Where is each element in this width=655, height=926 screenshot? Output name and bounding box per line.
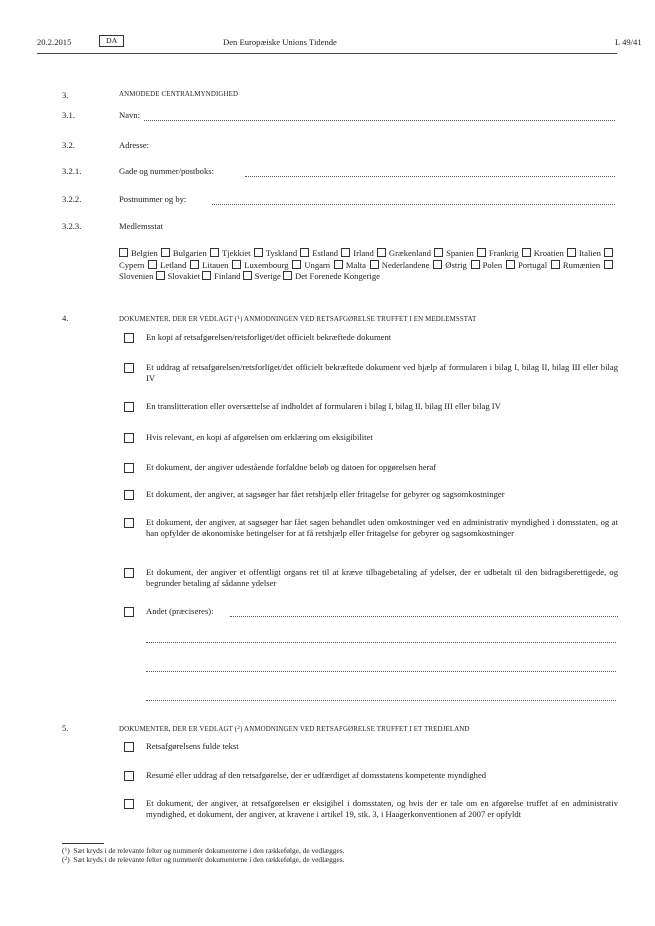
checkbox[interactable] bbox=[119, 248, 128, 257]
other-input-line[interactable] bbox=[146, 662, 616, 672]
checkbox[interactable] bbox=[243, 271, 252, 280]
member-state-option bbox=[341, 248, 374, 258]
member-state-option bbox=[506, 260, 547, 270]
member-state-label: Sverige bbox=[254, 271, 281, 281]
other-input-line[interactable] bbox=[146, 633, 616, 643]
checkbox[interactable] bbox=[433, 260, 442, 269]
checkbox[interactable] bbox=[232, 260, 241, 269]
title-text: DOKUMENTER, DER ER VEDLAGT ( bbox=[119, 316, 238, 323]
member-state-option bbox=[434, 248, 474, 258]
checkbox[interactable] bbox=[124, 363, 134, 373]
field-label: Adresse: bbox=[119, 140, 150, 150]
section-number: 3. bbox=[62, 90, 69, 100]
checkbox[interactable] bbox=[124, 607, 134, 617]
member-state-label: Irland bbox=[353, 248, 374, 258]
checkbox[interactable] bbox=[434, 248, 443, 257]
member-state-label: Tyskland bbox=[265, 248, 298, 258]
member-state-option bbox=[300, 248, 338, 258]
member-state-option bbox=[567, 248, 601, 258]
member-state-label: Estland bbox=[312, 248, 339, 258]
member-state-option bbox=[522, 248, 564, 258]
language-badge: DA bbox=[99, 35, 124, 47]
title-text: DOKUMENTER, DER ER VEDLAGT ( bbox=[119, 726, 238, 733]
member-state-label: Cypern bbox=[119, 259, 145, 270]
journal-title: Den Europæiske Unions Tidende bbox=[223, 37, 337, 47]
footnote: ($^2$) Sæt kryds i de relevante felter og nummerér dokumenterne i den rækkefølge, de vedlægges. bbox=[62, 855, 345, 864]
checkbox[interactable] bbox=[370, 260, 379, 269]
member-state-label: Slovakiet bbox=[167, 271, 200, 281]
section-number: 4. bbox=[62, 313, 69, 323]
checkbox[interactable] bbox=[604, 248, 613, 257]
checkbox[interactable] bbox=[124, 568, 134, 578]
postnummer-input-line[interactable] bbox=[212, 194, 615, 205]
member-state-label: Østrig bbox=[445, 259, 467, 270]
field-number: 3.1. bbox=[62, 110, 75, 120]
checkbox[interactable] bbox=[292, 260, 301, 269]
member-state-option bbox=[377, 248, 431, 258]
checkbox[interactable] bbox=[202, 271, 211, 280]
page-reference: L 49/41 bbox=[615, 37, 642, 47]
checkbox[interactable] bbox=[148, 260, 157, 269]
checkbox[interactable] bbox=[124, 463, 134, 473]
section-title: ANMODEDE CENTRALMYNDIGHED bbox=[119, 91, 239, 98]
member-state-option bbox=[292, 260, 330, 270]
footnote-text: Sæt kryds i de relevante felter og nummerér dokumenterne i den rækkefølge, de vedlægges. bbox=[73, 855, 345, 864]
member-state-option bbox=[148, 260, 186, 270]
other-input-line[interactable] bbox=[230, 606, 618, 617]
footnote-divider bbox=[62, 843, 104, 844]
member-state-option bbox=[232, 260, 288, 270]
footnote-ref[interactable]: 1 bbox=[237, 315, 241, 321]
checkbox[interactable] bbox=[190, 260, 199, 269]
publication-date: 20.2.2015 bbox=[37, 37, 72, 47]
member-state-label: Spanien bbox=[446, 248, 474, 258]
field-number: 3.2.2. bbox=[62, 194, 82, 204]
other-input-line[interactable] bbox=[146, 691, 616, 701]
checkbox[interactable] bbox=[604, 260, 613, 269]
field-label: Gade og nummer/postboks: bbox=[119, 166, 214, 176]
checkbox[interactable] bbox=[477, 248, 486, 257]
checkbox[interactable] bbox=[124, 333, 134, 343]
member-state-option bbox=[156, 271, 200, 281]
checkbox[interactable] bbox=[551, 260, 560, 269]
member-state-label: Litauen bbox=[202, 259, 229, 270]
checkbox[interactable] bbox=[522, 248, 531, 257]
member-state-label: Det Forenede Kongerige bbox=[295, 271, 380, 281]
option-label: En kopi af retsafgørelsen/retsforliget/det officielt bekræftede dokument bbox=[146, 332, 392, 342]
header-divider bbox=[37, 53, 617, 54]
checkbox[interactable] bbox=[506, 260, 515, 269]
section-title bbox=[119, 723, 470, 736]
member-state-option bbox=[433, 260, 466, 270]
checkbox[interactable] bbox=[471, 260, 480, 269]
field-label: Navn: bbox=[119, 110, 141, 120]
field-label: Postnummer og by: bbox=[119, 194, 187, 204]
checkbox[interactable] bbox=[124, 518, 134, 528]
checkbox[interactable] bbox=[124, 490, 134, 500]
footnote-ref[interactable]: 2 bbox=[237, 725, 241, 731]
member-state-option bbox=[243, 271, 281, 281]
checkbox[interactable] bbox=[124, 433, 134, 443]
checkbox[interactable] bbox=[156, 271, 165, 280]
member-state-option bbox=[370, 260, 430, 270]
option-label: Andet (præciseres): bbox=[146, 606, 214, 616]
member-state-option bbox=[283, 271, 380, 281]
option-label: Et dokument, der angiver et offentligt organs ret til at kræve tilbagebetaling af ydelser, der er udbetalt til den bidragsberettigede, og begrunder betaling af sådanne ydelser bbox=[146, 567, 618, 588]
checkbox[interactable] bbox=[334, 260, 343, 269]
field-number: 3.2. bbox=[62, 140, 75, 150]
member-state-label: Letland bbox=[160, 259, 187, 270]
checkbox[interactable] bbox=[567, 248, 576, 257]
member-state-label: Polen bbox=[482, 259, 503, 270]
title-text: ) ANMODNINGEN VED RETSAFGØRELSE TRUFFET I ET TREDJELAND bbox=[240, 726, 470, 733]
checkbox[interactable] bbox=[124, 771, 134, 781]
member-state-option bbox=[551, 260, 600, 270]
member-state-label: Frankrig bbox=[488, 248, 519, 258]
member-state-checkbox-list bbox=[119, 248, 616, 283]
member-state-label: Grækenland bbox=[388, 248, 431, 258]
member-state-label: Belgien bbox=[131, 248, 158, 258]
member-state-label: Bulgarien bbox=[172, 248, 207, 258]
option-label: Et dokument, der angiver, at sagsøger har fået retshjælp eller fritagelse for gebyrer og sagsomkostninger bbox=[146, 489, 505, 499]
member-state-label: Italien bbox=[578, 248, 601, 258]
footnote-number: 1 bbox=[64, 847, 68, 853]
member-state-label: Luxembourg bbox=[244, 259, 289, 270]
option-label: Retsafgørelsens fulde tekst bbox=[146, 741, 239, 751]
member-state-option bbox=[202, 271, 240, 281]
member-state-option bbox=[161, 248, 207, 258]
member-state-option bbox=[254, 248, 297, 258]
member-state-option bbox=[190, 260, 228, 270]
option-label: En translitteration eller oversættelse af indholdet af formularen i bilag I, bilag II, bilag III eller bilag IV bbox=[146, 401, 501, 411]
gade-input-line[interactable] bbox=[245, 166, 615, 177]
member-state-label: Finland bbox=[214, 271, 241, 281]
member-state-option bbox=[477, 248, 519, 258]
checkbox[interactable] bbox=[124, 799, 134, 809]
member-state-option bbox=[119, 248, 158, 258]
section-number: 5. bbox=[62, 723, 69, 733]
title-text: ) ANMODNINGEN VED RETSAFGØRELSE TRUFFET I EN MEDLEMSSTAT bbox=[240, 316, 477, 323]
checkbox[interactable] bbox=[254, 248, 263, 257]
member-state-option bbox=[334, 260, 366, 270]
option-label: Et dokument, der angiver, at sagsøger har fået sagen behandlet uden omkostninger ved en administrativ myndighed i domsstaten, og at han opfylder de økonomiske betingelser for at få retshjælp eller fritagelse for gebyrer og sagsomkostninger bbox=[146, 517, 618, 538]
option-label: Et dokument, der angiver udestående forfaldne beløb og datoen for opgørelsen heraf bbox=[146, 462, 437, 472]
member-state-label: Portugal bbox=[517, 259, 548, 270]
member-state-label: Rumænien bbox=[562, 259, 601, 270]
member-state-option bbox=[210, 248, 251, 258]
checkbox[interactable] bbox=[377, 248, 386, 257]
checkbox[interactable] bbox=[124, 402, 134, 412]
field-number: 3.2.3. bbox=[62, 221, 82, 231]
checkbox[interactable] bbox=[210, 248, 219, 257]
member-state-label: Slovenien bbox=[119, 271, 154, 281]
section-title bbox=[119, 313, 476, 326]
option-label: Hvis relevant, en kopi af afgørelsen om erklæring om eksigibilitet bbox=[146, 432, 373, 442]
member-state-label: Ungarn bbox=[304, 259, 331, 270]
member-state-option bbox=[471, 260, 503, 270]
option-label: Et uddrag af retsafgørelsen/retsforliget/det officielt bekræftede dokument ved hjælp af formularen i bilag I, bilag II, bilag III eller bilag IV bbox=[146, 362, 618, 383]
checkbox[interactable] bbox=[283, 271, 292, 280]
footnote-text: Sæt kryds i de relevante felter og nummerér dokumenterne i den rækkefølge, de vedlægges. bbox=[73, 846, 345, 855]
option-label: Resumé eller uddrag af den retsafgørelse, der er udfærdiget af domsstatens kompetente myndighed bbox=[146, 770, 487, 780]
checkbox[interactable] bbox=[341, 248, 350, 257]
footnote-number: 2 bbox=[64, 856, 68, 862]
member-state-label: Kroatien bbox=[533, 248, 564, 258]
checkbox[interactable] bbox=[300, 248, 309, 257]
option-label: Et dokument, der angiver, at retsafgørelsen er eksigibel i domsstaten, og hvis der er tale om en afgørelse truffet af en administrativ myndighed, et dokument, der angiver, at kravene i artikel 19, stk. 3, i Haagerkonventionen af 2007 er opfyldt bbox=[146, 798, 618, 819]
field-number: 3.2.1. bbox=[62, 166, 82, 176]
member-state-label: Nederlandene bbox=[381, 259, 430, 270]
navn-input-line[interactable] bbox=[144, 110, 615, 121]
member-state-label: Tjekkiet bbox=[221, 248, 251, 258]
checkbox[interactable] bbox=[161, 248, 170, 257]
member-state-label: Malta bbox=[345, 259, 366, 270]
field-label: Medlemsstat bbox=[119, 221, 163, 231]
checkbox[interactable] bbox=[124, 742, 134, 752]
footnote: ($^1$) Sæt kryds i de relevante felter og nummerér dokumenterne i den rækkefølge, de vedlægges. bbox=[62, 846, 345, 855]
